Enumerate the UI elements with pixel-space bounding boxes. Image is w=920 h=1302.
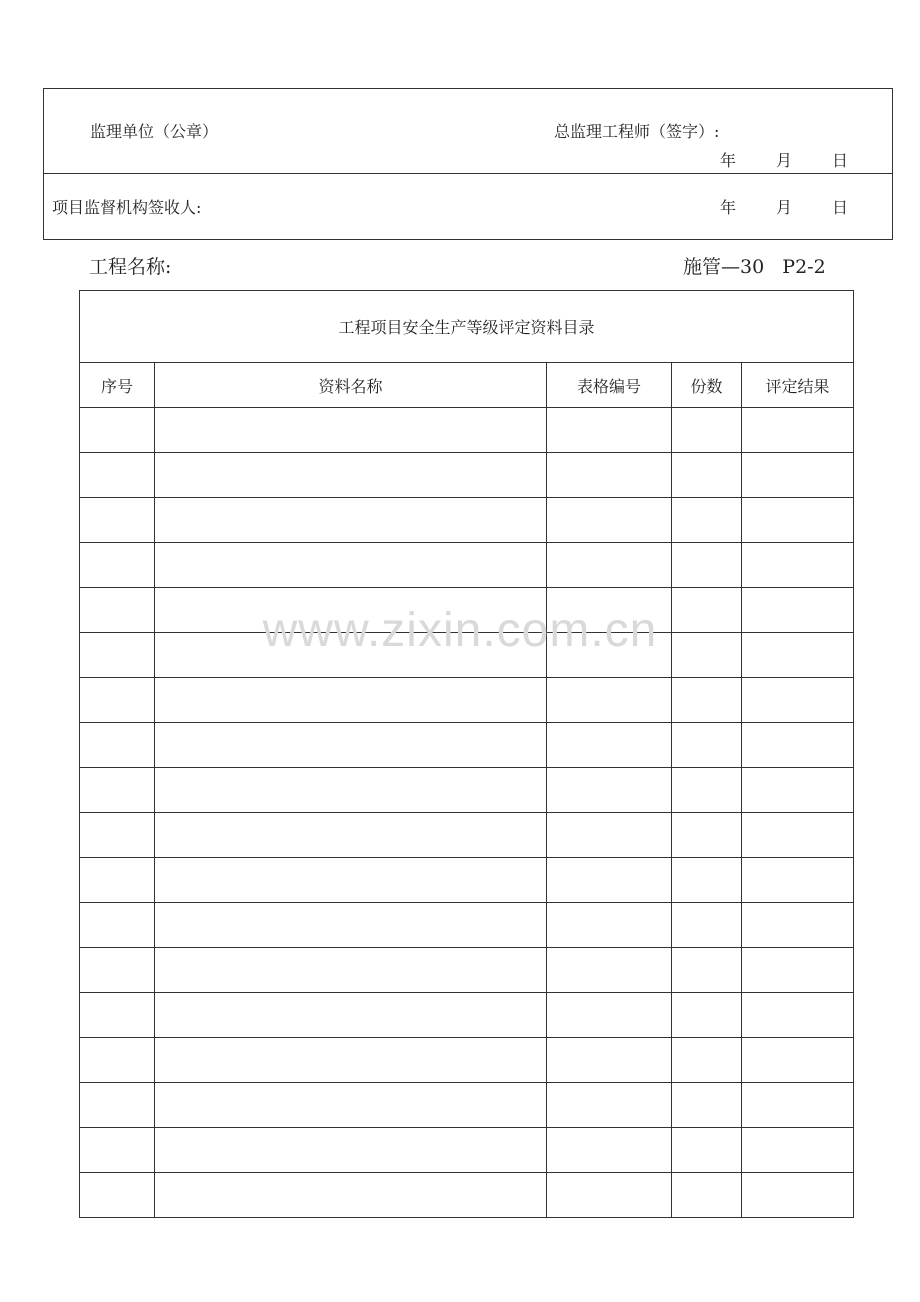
project-name-label: 工程名称: xyxy=(89,256,172,278)
cell-evaluation-result[interactable] xyxy=(742,1083,854,1128)
cell-index[interactable] xyxy=(80,813,155,858)
cell-document-name[interactable] xyxy=(155,723,547,768)
cell-index[interactable] xyxy=(80,633,155,678)
cell-form-number[interactable] xyxy=(547,948,672,993)
cell-evaluation-result[interactable] xyxy=(742,588,854,633)
cell-index[interactable] xyxy=(80,1038,155,1083)
receiver-date-day: 日 xyxy=(832,198,849,217)
signature-box-divider xyxy=(44,173,892,174)
cell-copies[interactable] xyxy=(672,813,742,858)
table-row xyxy=(80,903,854,948)
cell-form-number[interactable] xyxy=(547,903,672,948)
cell-form-number[interactable] xyxy=(547,1038,672,1083)
cell-copies[interactable] xyxy=(672,1128,742,1173)
cell-evaluation-result[interactable] xyxy=(742,723,854,768)
cell-index[interactable] xyxy=(80,768,155,813)
cell-copies[interactable] xyxy=(672,768,742,813)
cell-form-number[interactable] xyxy=(547,543,672,588)
table-row xyxy=(80,543,854,588)
date-day: 日 xyxy=(832,151,849,170)
cell-form-number[interactable] xyxy=(547,1173,672,1218)
table-row xyxy=(80,813,854,858)
table-row xyxy=(80,768,854,813)
cell-document-name[interactable] xyxy=(155,858,547,903)
cell-evaluation-result[interactable] xyxy=(742,993,854,1038)
table-row xyxy=(80,1173,854,1218)
cell-index[interactable] xyxy=(80,858,155,903)
table-row xyxy=(80,993,854,1038)
table-row xyxy=(80,858,854,903)
table-row xyxy=(80,948,854,993)
column-header-form-number: 表格编号 xyxy=(547,363,672,408)
cell-document-name[interactable] xyxy=(155,633,547,678)
cell-index[interactable] xyxy=(80,1173,155,1218)
cell-evaluation-result[interactable] xyxy=(742,633,854,678)
cell-form-number[interactable] xyxy=(547,813,672,858)
cell-form-number[interactable] xyxy=(547,588,672,633)
table-row xyxy=(80,678,854,723)
table-row xyxy=(80,1083,854,1128)
signature-box xyxy=(43,88,893,240)
cell-form-number[interactable] xyxy=(547,1128,672,1173)
cell-copies[interactable] xyxy=(672,723,742,768)
cell-form-number[interactable] xyxy=(547,633,672,678)
cell-evaluation-result[interactable] xyxy=(742,408,854,453)
cell-form-number[interactable] xyxy=(547,498,672,543)
cell-index[interactable] xyxy=(80,543,155,588)
cell-copies[interactable] xyxy=(672,678,742,723)
cell-document-name[interactable] xyxy=(155,543,547,588)
cell-index[interactable] xyxy=(80,588,155,633)
cell-document-name[interactable] xyxy=(155,903,547,948)
date-year: 年 xyxy=(720,151,737,170)
cell-index[interactable] xyxy=(80,723,155,768)
table-row xyxy=(80,1128,854,1173)
column-header-index: 序号 xyxy=(80,363,155,408)
cell-index[interactable] xyxy=(80,948,155,993)
cell-index[interactable] xyxy=(80,1128,155,1173)
cell-evaluation-result[interactable] xyxy=(742,768,854,813)
cell-document-name[interactable] xyxy=(155,1173,547,1218)
cell-index[interactable] xyxy=(80,903,155,948)
cell-document-name[interactable] xyxy=(155,1038,547,1083)
table-title-row xyxy=(80,291,854,363)
cell-form-number[interactable] xyxy=(547,993,672,1038)
cell-copies[interactable] xyxy=(672,588,742,633)
form-code: 施管—30 P2-2 xyxy=(683,256,826,278)
cell-document-name[interactable] xyxy=(155,408,547,453)
cell-document-name[interactable] xyxy=(155,948,547,993)
cell-copies[interactable] xyxy=(672,1173,742,1218)
table-row xyxy=(80,723,854,768)
cell-document-name[interactable] xyxy=(155,498,547,543)
cell-evaluation-result[interactable] xyxy=(742,903,854,948)
cell-document-name[interactable] xyxy=(155,588,547,633)
cell-evaluation-result[interactable] xyxy=(742,453,854,498)
supervisor-unit-label: 监理单位（公章） xyxy=(90,122,219,141)
cell-evaluation-result[interactable] xyxy=(742,1038,854,1083)
cell-form-number[interactable] xyxy=(547,453,672,498)
receiver-date-month: 月 xyxy=(776,198,793,217)
catalog-table xyxy=(79,290,854,1218)
table-row xyxy=(80,408,854,453)
cell-document-name[interactable] xyxy=(155,453,547,498)
cell-evaluation-result[interactable] xyxy=(742,678,854,723)
cell-copies[interactable] xyxy=(672,1083,742,1128)
table-title: 工程项目安全生产等级评定资料目录 xyxy=(80,291,854,363)
cell-index[interactable] xyxy=(80,408,155,453)
cell-copies[interactable] xyxy=(672,408,742,453)
column-header-evaluation-result: 评定结果 xyxy=(742,363,854,408)
cell-form-number[interactable] xyxy=(547,768,672,813)
cell-document-name[interactable] xyxy=(155,768,547,813)
cell-copies[interactable] xyxy=(672,498,742,543)
table-row xyxy=(80,633,854,678)
table-header-row xyxy=(80,363,854,408)
cell-document-name[interactable] xyxy=(155,1083,547,1128)
cell-index[interactable] xyxy=(80,498,155,543)
cell-form-number[interactable] xyxy=(547,408,672,453)
receiver-date-year: 年 xyxy=(720,198,737,217)
cell-copies[interactable] xyxy=(672,948,742,993)
cell-document-name[interactable] xyxy=(155,678,547,723)
cell-document-name[interactable] xyxy=(155,813,547,858)
cell-form-number[interactable] xyxy=(547,858,672,903)
cell-index[interactable] xyxy=(80,678,155,723)
cell-index[interactable] xyxy=(80,1083,155,1128)
cell-evaluation-result[interactable] xyxy=(742,813,854,858)
cell-document-name[interactable] xyxy=(155,1128,547,1173)
cell-form-number[interactable] xyxy=(547,723,672,768)
column-header-copies: 份数 xyxy=(672,363,742,408)
cell-evaluation-result[interactable] xyxy=(742,1173,854,1218)
cell-copies[interactable] xyxy=(672,633,742,678)
table-row xyxy=(80,498,854,543)
cell-form-number[interactable] xyxy=(547,1083,672,1128)
watermark: www.zixin.com.cn xyxy=(262,604,658,657)
table-row xyxy=(80,453,854,498)
cell-copies[interactable] xyxy=(672,903,742,948)
cell-copies[interactable] xyxy=(672,543,742,588)
cell-index[interactable] xyxy=(80,993,155,1038)
chief-engineer-label: 总监理工程师（签字）: xyxy=(554,122,720,141)
cell-evaluation-result[interactable] xyxy=(742,1128,854,1173)
cell-copies[interactable] xyxy=(672,453,742,498)
cell-index[interactable] xyxy=(80,453,155,498)
date-month: 月 xyxy=(776,151,793,170)
cell-copies[interactable] xyxy=(672,858,742,903)
receiver-label: 项目监督机构签收人: xyxy=(52,198,202,217)
column-header-document-name: 资料名称 xyxy=(155,363,547,408)
table-row xyxy=(80,1038,854,1083)
cell-copies[interactable] xyxy=(672,1038,742,1083)
cell-copies[interactable] xyxy=(672,993,742,1038)
cell-document-name[interactable] xyxy=(155,993,547,1038)
cell-evaluation-result[interactable] xyxy=(742,858,854,903)
cell-evaluation-result[interactable] xyxy=(742,948,854,993)
cell-evaluation-result[interactable] xyxy=(742,498,854,543)
cell-evaluation-result[interactable] xyxy=(742,543,854,588)
table-row xyxy=(80,588,854,633)
cell-form-number[interactable] xyxy=(547,678,672,723)
